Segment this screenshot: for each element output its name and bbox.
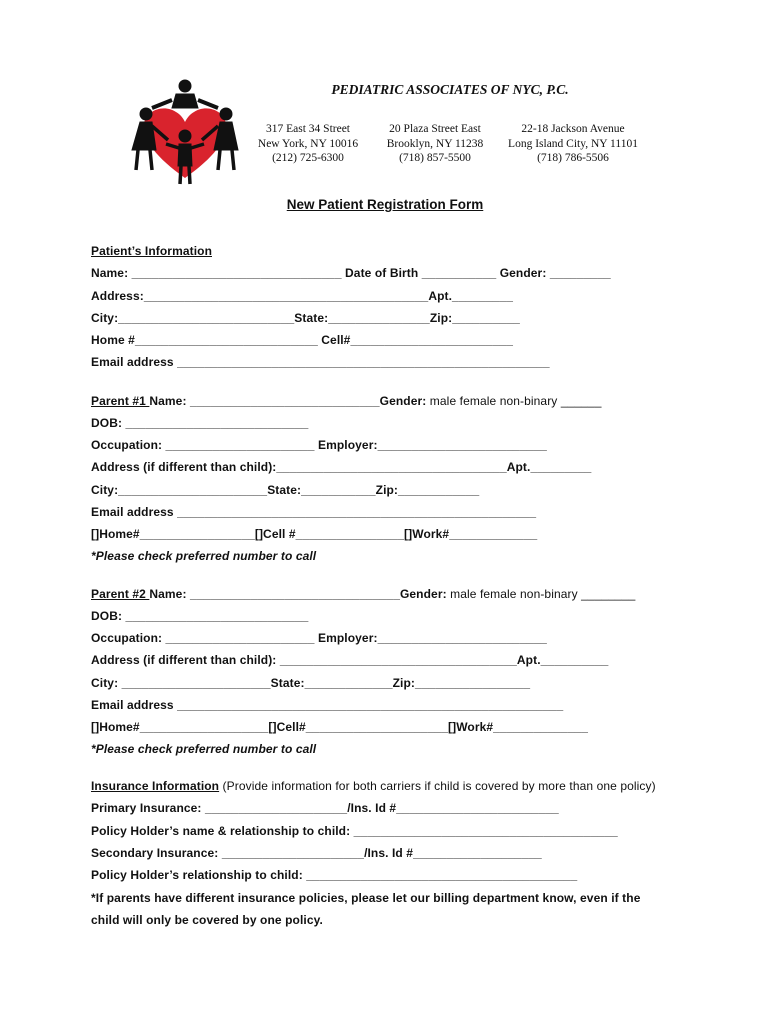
patient-email-line[interactable]: Email address _______________________________________________________ — [91, 355, 550, 369]
insurance-heading-line — [91, 779, 656, 793]
figure-right-head — [220, 108, 232, 120]
patient-name-line[interactable]: Name: _______________________________ Date of Birth ___________ Gender: _________ — [91, 266, 611, 280]
office-phone: (212) 725-6300 — [272, 152, 344, 164]
parent1-email-line[interactable]: Email address _____________________________________________________ — [91, 505, 537, 519]
parent1-phones-line[interactable]: []Home#_________________[]Cell #________________[]Work#_____________ — [91, 527, 538, 541]
office-brooklyn — [360, 122, 510, 166]
policy-holder-relationship-line[interactable]: Policy Holder’s relationship to child: ________________________________________ — [91, 868, 578, 882]
figure-top-head — [179, 80, 191, 92]
form-title: New Patient Registration Form — [286, 197, 484, 212]
parent2-address-line[interactable]: Address (if different than child): ___________________________________Apt.__________ — [91, 653, 609, 667]
office-phone: (718) 786-5506 — [537, 152, 609, 164]
heart-shape — [144, 108, 226, 178]
parent1-label: Parent #1 — [91, 394, 150, 408]
parent1-dob-line[interactable]: DOB: ___________________________ — [91, 416, 309, 430]
insurance-note-line1: *If parents have different insurance policies, please let our billing department know, even if the — [91, 891, 641, 905]
parent2-gender-options: male female non-binary ________ — [446, 587, 636, 601]
secondary-insurance-line[interactable]: Secondary Insurance: _____________________/Ins. Id #___________________ — [91, 846, 542, 860]
office-street: 317 East 34 Street — [266, 123, 350, 135]
parent2-email-line[interactable]: Email address _________________________________________________________ — [91, 698, 564, 712]
parent1-name-line[interactable] — [91, 394, 601, 408]
patient-section-heading: Patient’s Information — [91, 244, 212, 258]
office-street: 22-18 Jackson Avenue — [521, 123, 625, 135]
policy-holder-line[interactable]: Policy Holder’s name & relationship to child: _______________________________________ — [91, 824, 618, 838]
insurance-description: (Provide information for both carriers if child is covered by more than one policy) — [219, 779, 656, 793]
parent1-occupation-line[interactable]: Occupation: ______________________ Employer:_________________________ — [91, 438, 547, 452]
parent2-preferred-note: *Please check preferred number to call — [91, 742, 317, 756]
parent1-address-line[interactable]: Address (if different than child):__________________________________Apt._________ — [91, 460, 592, 474]
office-street: 20 Plaza Street East — [389, 123, 481, 135]
primary-insurance-line[interactable]: Primary Insurance: _____________________/Ins. Id #________________________ — [91, 801, 559, 815]
office-phone: (718) 857-5500 — [399, 152, 471, 164]
office-long-island-city — [498, 122, 648, 166]
parent2-phones-line[interactable]: []Home#___________________[]Cell#_____________________[]Work#______________ — [91, 720, 589, 734]
patient-phone-line[interactable]: Home #___________________________ Cell#________________________ — [91, 333, 514, 347]
parent1-name-field: Name: ____________________________Gender: — [149, 394, 427, 408]
office-city: Long Island City, NY 11101 — [508, 137, 638, 150]
figure-center-head — [179, 130, 191, 142]
practice-name: PEDIATRIC ASSOCIATES OF NYC, P.C. — [331, 82, 569, 97]
parent2-city-line[interactable]: City: ______________________State:_____________Zip:_________________ — [91, 676, 531, 690]
parent1-gender-options: male female non-binary ______ — [426, 394, 602, 408]
patient-city-line[interactable]: City:__________________________State:_______________Zip:__________ — [91, 311, 520, 325]
parent1-preferred-note: *Please check preferred number to call — [91, 549, 317, 563]
insurance-note-line2: child will only be covered by one policy. — [91, 913, 323, 927]
insurance-section-heading: Insurance Information — [91, 779, 220, 793]
figure-left-head — [140, 108, 152, 120]
parent1-city-line[interactable]: City:______________________State:___________Zip:____________ — [91, 483, 480, 497]
parent2-label: Parent #2 — [91, 587, 150, 601]
parent2-dob-line[interactable]: DOB: ___________________________ — [91, 609, 309, 623]
parent2-occupation-line[interactable]: Occupation: ______________________ Employer:_________________________ — [91, 631, 547, 645]
patient-address-line[interactable]: Address:__________________________________________Apt._________ — [91, 289, 514, 303]
office-city: Brooklyn, NY 11238 — [386, 137, 484, 150]
parent2-name-field: Name: _______________________________Gender: — [149, 587, 447, 601]
parent2-name-line[interactable] — [91, 587, 635, 601]
office-city: New York, NY 10016 — [257, 137, 359, 150]
